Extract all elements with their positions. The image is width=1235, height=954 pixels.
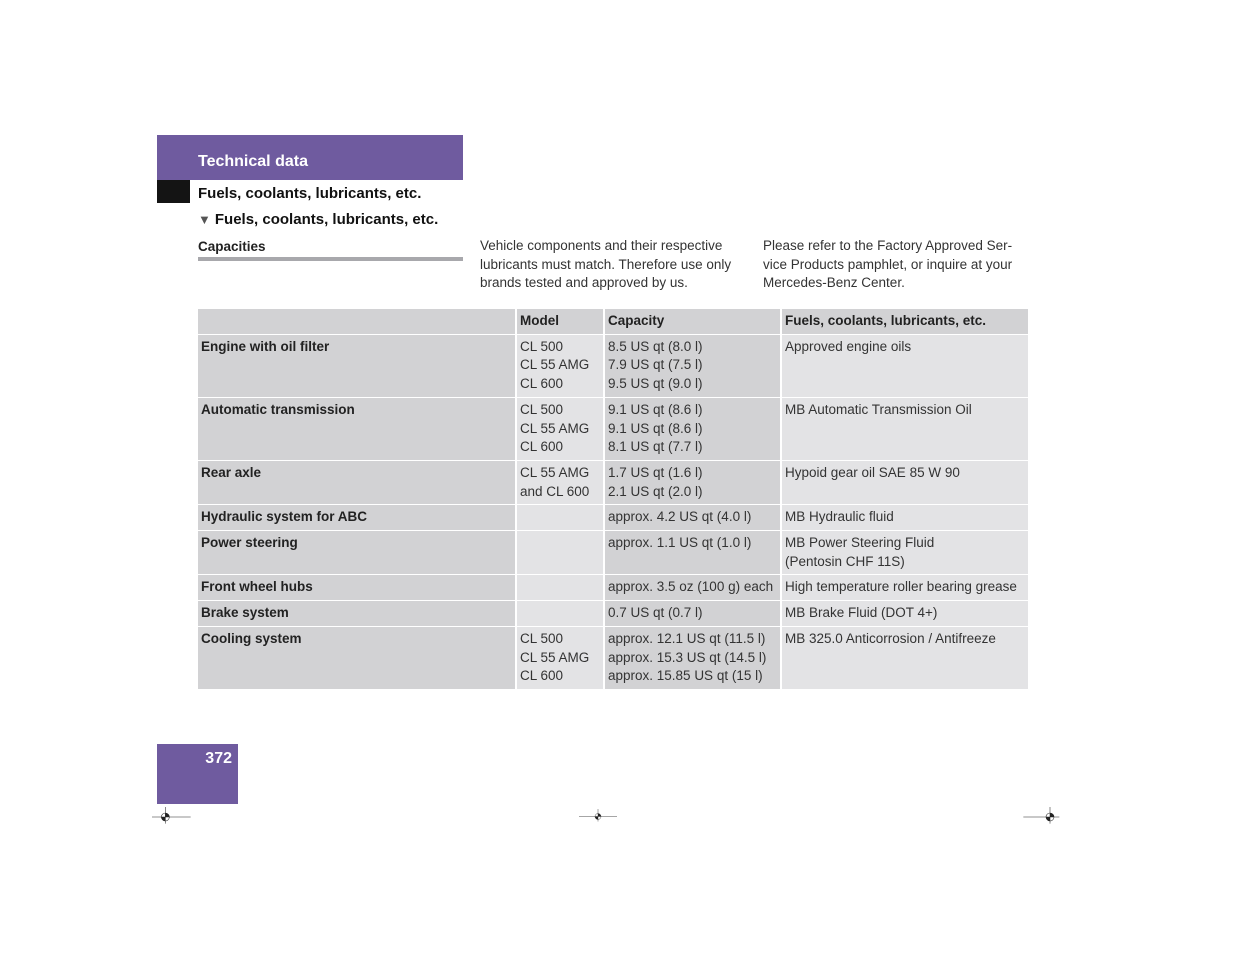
model-cell-line: CL 600 — [520, 376, 564, 392]
fuel-cell-line: MB Brake Fluid (DOT 4+) — [785, 605, 938, 621]
triangle-down-icon: ▼ — [198, 212, 211, 227]
capacity-cell-line: 9.1 US qt (8.6 l) — [608, 401, 703, 417]
table-row — [198, 531, 1028, 575]
capacity-cell-line: approx. 3.5 oz (100 g) each — [608, 579, 774, 595]
page-number-box — [157, 744, 238, 804]
table-header-row — [198, 309, 1028, 334]
table-row — [198, 505, 1028, 531]
component-cell: Cooling system — [198, 626, 516, 689]
capacity-cell-line: 8.5 US qt (8.0 l) — [608, 338, 703, 354]
model-cell-line: CL 600 — [520, 439, 564, 455]
component-cell: Brake system — [198, 601, 516, 627]
fuel-cell — [781, 334, 1028, 397]
capacities-table — [198, 309, 1028, 690]
header-bar — [157, 135, 463, 180]
model-cell — [516, 460, 604, 504]
capacity-cell — [604, 601, 781, 627]
capacity-cell-line: approx. 12.1 US qt (11.5 l) — [608, 630, 766, 646]
table-row — [198, 575, 1028, 601]
fuel-cell — [781, 601, 1028, 627]
section-heading-text: Fuels, coolants, lubricants, etc. — [214, 211, 439, 228]
capacity-cell-line: 1.7 US qt (1.6 l) — [608, 464, 703, 480]
model-cell-line: CL 55 AMG — [520, 464, 590, 480]
component-cell: Rear axle — [198, 460, 516, 504]
capacity-cell — [604, 397, 781, 460]
fuel-cell-line: MB Automatic Transmission Oil — [785, 401, 972, 417]
capacity-cell-line: 7.9 US qt (7.5 l) — [608, 357, 703, 373]
component-cell: Engine with oil filter — [198, 334, 516, 397]
intro-text-left: Vehicle components and their respective lubricants must match. Therefore use only brands tested and approved by us. — [480, 238, 732, 290]
capacity-cell-line: approx. 4.2 US qt (4.0 l) — [608, 509, 752, 525]
capacities-rule — [198, 257, 463, 261]
capacity-cell — [604, 575, 781, 601]
header-capacity: Capacity — [604, 309, 781, 334]
capacity-cell-line: 8.1 US qt (7.7 l) — [608, 439, 703, 455]
fuel-cell-line: MB Power Steering Fluid — [785, 535, 935, 551]
fuel-cell-line: MB Hydraulic fluid — [785, 509, 894, 525]
capacity-cell — [604, 531, 781, 575]
model-cell-line: CL 500 — [520, 630, 564, 646]
section-heading — [198, 211, 438, 228]
header-title: Technical data — [198, 153, 308, 170]
section-tab — [157, 180, 190, 203]
table-row — [198, 334, 1028, 397]
model-cell — [516, 334, 604, 397]
capacity-cell-line: 9.1 US qt (8.6 l) — [608, 420, 703, 436]
model-cell-line: CL 55 AMG — [520, 420, 590, 436]
model-cell-line: CL 600 — [520, 668, 564, 684]
model-cell — [516, 505, 604, 531]
fuel-cell — [781, 531, 1028, 575]
capacity-cell-line: approx. 1.1 US qt (1.0 l) — [608, 535, 752, 551]
model-cell-line: CL 500 — [520, 401, 564, 417]
fuel-cell — [781, 575, 1028, 601]
fuel-cell — [781, 626, 1028, 689]
model-cell — [516, 601, 604, 627]
capacity-cell — [604, 505, 781, 531]
crop-mark-icon — [1022, 800, 1062, 830]
table-row — [198, 460, 1028, 504]
model-cell-line: CL 500 — [520, 338, 564, 354]
component-cell: Hydraulic system for ABC — [198, 505, 516, 531]
model-cell-line: and CL 600 — [520, 483, 590, 499]
fuel-cell-line: Hypoid gear oil SAE 85 W 90 — [785, 464, 960, 480]
component-cell: Automatic transmission — [198, 397, 516, 460]
capacity-cell — [604, 460, 781, 504]
header-fuels: Fuels, coolants, lubricants, etc. — [781, 309, 1028, 334]
fuel-cell — [781, 397, 1028, 460]
model-cell-line: CL 55 AMG — [520, 649, 590, 665]
fuel-cell — [781, 460, 1028, 504]
crop-mark-icon — [578, 800, 618, 830]
model-cell — [516, 575, 604, 601]
fuel-cell-line: Approved engine oils — [785, 338, 912, 354]
table-row — [198, 626, 1028, 689]
capacity-cell — [604, 334, 781, 397]
fuel-cell-line: MB 325.0 Anticorrosion / Antifreeze — [785, 630, 996, 646]
component-cell: Front wheel hubs — [198, 575, 516, 601]
table-row — [198, 397, 1028, 460]
header-subtitle: Fuels, coolants, lubricants, etc. — [198, 185, 422, 202]
model-cell — [516, 397, 604, 460]
component-cell: Power steering — [198, 531, 516, 575]
capacities-heading: Capacities — [198, 239, 266, 254]
fuel-cell-line: High temperature roller bearing grease — [785, 579, 1017, 595]
model-cell — [516, 626, 604, 689]
table-row — [198, 601, 1028, 627]
intro-text-right: Please refer to the Factory Approved Ser-vice Products pamphlet, or inquire at your Mercedes-Benz Center. — [763, 238, 1013, 290]
header-model: Model — [516, 309, 604, 334]
header-component — [198, 309, 516, 334]
capacity-cell-line: 2.1 US qt (2.0 l) — [608, 483, 703, 499]
crop-mark-icon — [152, 800, 192, 830]
capacity-cell-line: 9.5 US qt (9.0 l) — [608, 376, 703, 392]
page-number: 372 — [205, 750, 232, 767]
fuel-cell-line: (Pentosin CHF 11S) — [785, 553, 905, 569]
capacity-cell-line: approx. 15.3 US qt (14.5 l) — [608, 649, 767, 665]
capacity-cell — [604, 626, 781, 689]
capacity-cell-line: 0.7 US qt (0.7 l) — [608, 605, 703, 621]
capacity-cell-line: approx. 15.85 US qt (15 l) — [608, 668, 763, 684]
fuel-cell — [781, 505, 1028, 531]
model-cell-line: CL 55 AMG — [520, 357, 590, 373]
model-cell — [516, 531, 604, 575]
